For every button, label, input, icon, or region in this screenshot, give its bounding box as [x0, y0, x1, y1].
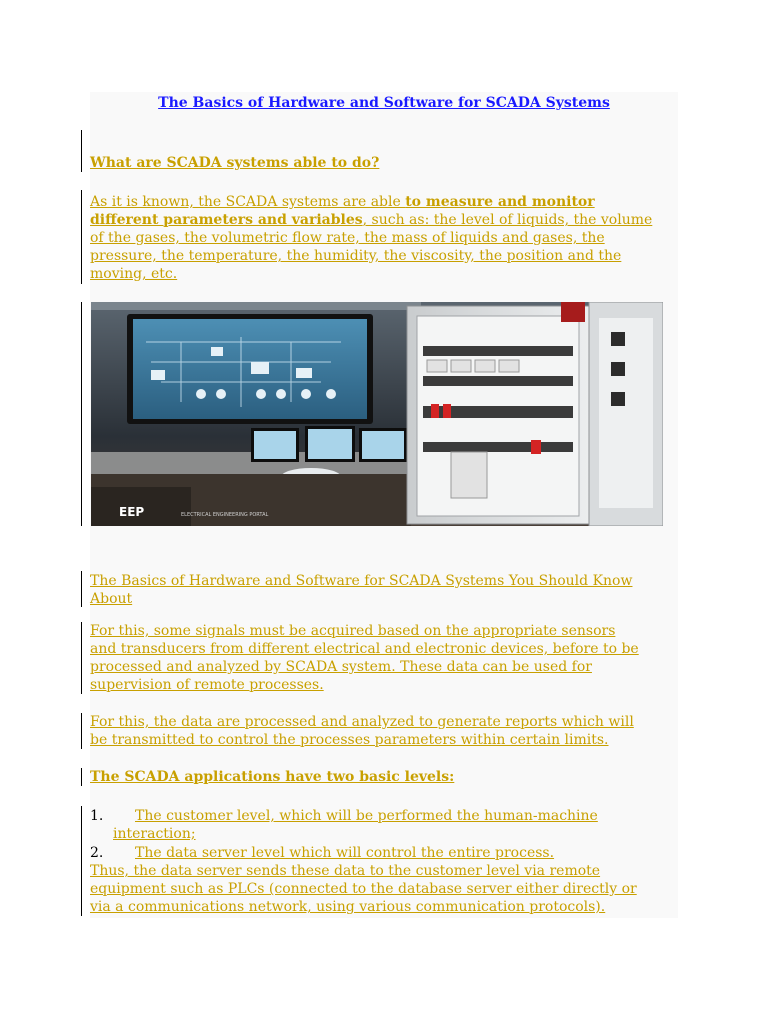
- levels-heading: The SCADA applications have two basic levels:: [90, 769, 455, 785]
- eep-logo: EEP: [119, 505, 145, 519]
- change-bar: [81, 622, 82, 694]
- paragraph-line: For this, the data are processed and analyzed to generate reports which will: [90, 714, 634, 730]
- list-number: 2.: [90, 845, 104, 861]
- paragraph-line: equipment such as PLCs (connected to the database server either directly or: [90, 881, 637, 897]
- change-bar: [81, 571, 82, 607]
- intro-text: As it is known, the SCADA systems are able: [90, 194, 406, 210]
- eep-logo-sub: ELECTRICAL ENGINEERING PORTAL: [181, 512, 269, 518]
- intro-text: moving, etc.: [90, 266, 178, 282]
- paragraph-line: be transmitted to control the processes parameters within certain limits.: [90, 732, 609, 748]
- list-item: interaction;: [113, 826, 196, 842]
- intro-text: of the gases, the volumetric flow rate, the mass of liquids and gases, the: [90, 230, 605, 246]
- scada-control-room-photo: [91, 302, 663, 526]
- change-bar: [81, 806, 82, 916]
- list-number: 1.: [90, 808, 104, 824]
- change-bar: [81, 713, 82, 749]
- change-bar: [81, 302, 82, 526]
- change-bar: [81, 190, 82, 284]
- paragraph-line: and transducers from different electrical and electronic devices, before to be: [90, 641, 639, 657]
- subtitle-line: The Basics of Hardware and Software for SCADA Systems You Should Know: [90, 573, 633, 589]
- list-item: The customer level, which will be performed the human-machine: [135, 808, 598, 824]
- paragraph-line: supervision of remote processes.: [90, 677, 324, 693]
- document-title[interactable]: The Basics of Hardware and Software for SCADA Systems: [158, 95, 610, 111]
- subtitle-line: About: [90, 591, 133, 607]
- list-item: The data server level which will control the entire process.: [135, 845, 555, 861]
- intro-emphasis: different parameters and variables: [90, 212, 363, 228]
- change-bar: [81, 130, 82, 172]
- paragraph-line: For this, some signals must be acquired based on the appropriate sensors: [90, 623, 616, 639]
- intro-text: , such as: the level of liquids, the volume: [362, 212, 653, 228]
- paragraph-line: via a communications network, using various communication protocols).: [90, 899, 606, 915]
- paragraph-line: processed and analyzed by SCADA system. These data can be used for: [90, 659, 592, 675]
- intro-text: pressure, the temperature, the humidity, the viscosity, the position and the: [90, 248, 622, 264]
- intro-emphasis: to measure and monitor: [405, 194, 595, 210]
- change-bar: [81, 768, 82, 786]
- question-heading: What are SCADA systems able to do?: [90, 155, 380, 171]
- paragraph-line: Thus, the data server sends these data to the customer level via remote: [90, 863, 601, 879]
